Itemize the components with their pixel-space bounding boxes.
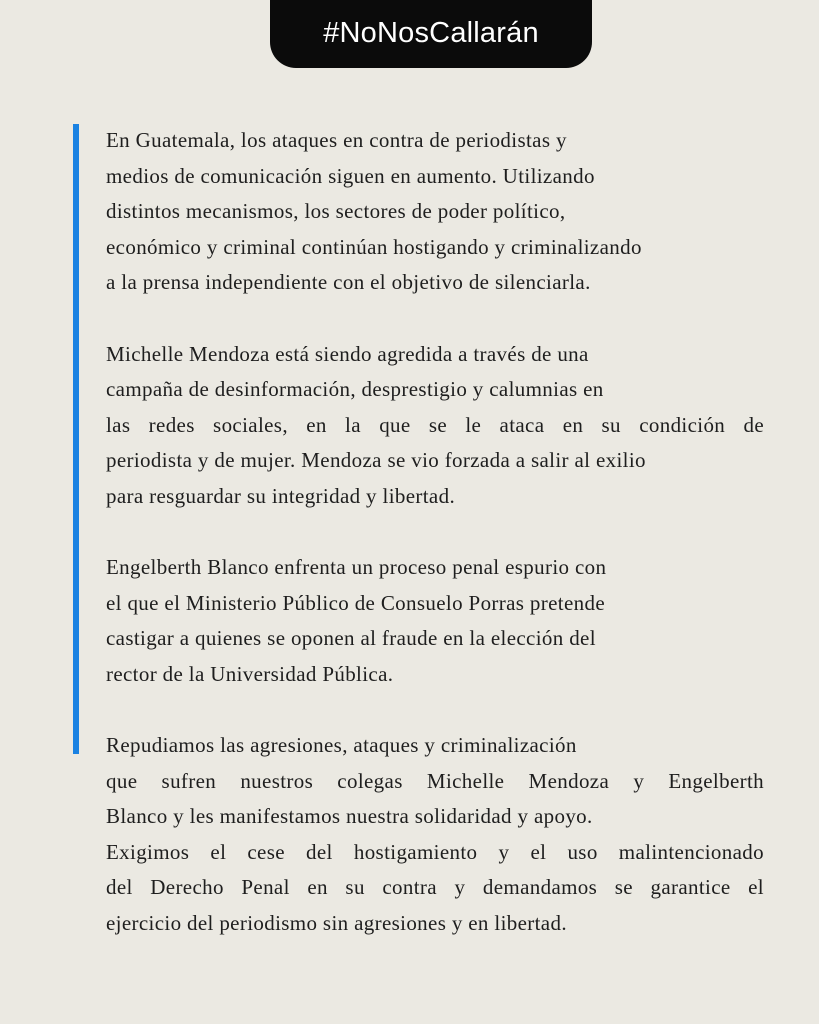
text-line: periodista y de mujer. Mendoza se vio forzada a salir al exilio [106,448,646,473]
text-line: ejercicio del periodismo sin agresiones y en libertad. [106,911,567,936]
text-line: Exigimos el cese del hostigamiento y el uso malintencionado [106,839,764,864]
text-line: Blanco y les manifestamos nuestra solidaridad y apoyo. [106,804,593,829]
text-line: del Derecho Penal en su contra y demandamos se garantice el [106,875,764,900]
text-line: castigar a quienes se oponen al fraude en la elección del [106,626,596,651]
text-line: Michelle Mendoza está siendo agredida a través de una [106,341,589,366]
text-line: las redes sociales, en la que se le ataca en su condición de [106,412,764,437]
paragraph-demands [106,728,764,942]
paragraph-intro [106,123,764,301]
text-line: distintos mecanismos, los sectores de poder político, [106,199,566,224]
paragraph-engelberth-blanco [106,550,764,692]
text-line: medios de comunicación siguen en aumento. Utilizando [106,163,595,188]
text-line: económico y criminal continúan hostigando y criminalizando [106,234,642,259]
text-line: el que el Ministerio Público de Consuelo Porras pretende [106,590,606,615]
text-line: Repudiamos las agresiones, ataques y criminalización [106,733,577,758]
hashtag-banner [270,0,592,68]
text-line: que sufren nuestros colegas Michelle Mendoza y Engelberth [106,768,764,793]
statement-body [106,123,764,977]
text-line: para resguardar su integridad y libertad. [106,483,456,508]
hashtag-title: #NoNosCallarán [323,16,539,49]
paragraph-michelle-mendoza [106,337,764,515]
accent-bar [73,124,79,754]
text-line: campaña de desinformación, desprestigio y calumnias en [106,377,604,402]
text-line: Engelberth Blanco enfrenta un proceso penal espurio con [106,555,607,580]
text-line: En Guatemala, los ataques en contra de periodistas y [106,128,567,152]
text-line: rector de la Universidad Pública. [106,661,394,686]
text-line: a la prensa independiente con el objetivo de silenciarla. [106,270,591,295]
